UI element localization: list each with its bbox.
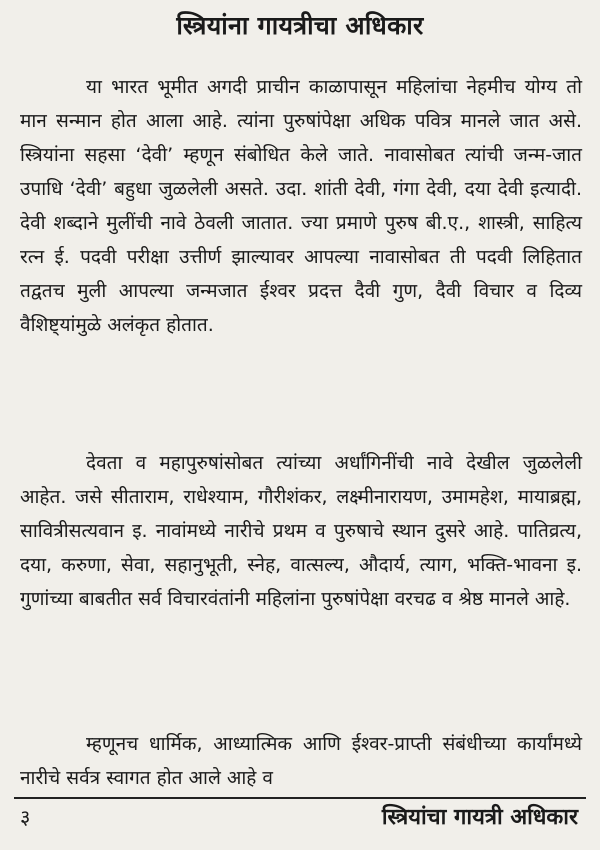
- paragraph-3: म्हणूनच धार्मिक, आध्यात्मिक आणि ईश्वर-प्राप्ती संबंधीच्या कार्यांमध्ये नारीचे सर्वत्र स्वागत होत आले आहे व: [20, 733, 582, 789]
- paragraph-1: या भारत भूमीत अगदी प्राचीन काळापासून महिलांचा नेहमीच योग्य तो मान सन्मान होत आला आहे. त्यांना पुरुषांपेक्षा अधिक पवित्र मानले जात असे. स्त्रियांना सहसा ‘देवी’ म्हणून संबोधित केले जाते. नावासोबत त्यांची जन्म-जात उपाधि ‘देवी’ बहुधा जुळलेली असते. उदा. शांती देवी, गंगा देवी, दया देवी इत्यादी. देवी शब्दाने मुलींची नावे ठेवली जातात. ज्या प्रमाणे पुरुष बी.ए., शास्त्री, साहित्य रत्न ई. पदवी परीक्षा उत्तीर्ण झाल्यावर आपल्या नावासोबत ती पदवी लिहितात तद्वतच मुली आपल्या जन्मजात ईश्वर प्रदत्त दैवी गुण, दैवी विचार व दिव्य वैशिष्ट्यांमुळे अलंकृत होतात.: [20, 76, 582, 336]
- footer-divider: [14, 797, 586, 799]
- page-title: स्त्रियांना गायत्रीचा अधिकार: [176, 11, 424, 40]
- paragraph-2: देवता व महापुरुषांसोबत त्यांच्या अर्धांगिनींची नावे देखील जुळलेली आहेत. जसे सीताराम, राधेश्याम, गौरीशंकर, लक्ष्मीनारायण, उमामहेश, मायाब्रह्म, सावित्रीसत्यवान इ. नावांमध्ये नारीचे प्रथम व पुरुषाचे स्थान दुसरे आहे. पातिव्रत्य, दया, करुणा, सेवा, सहानुभूती, स्नेह, वात्सल्य, औदार्य, त्याग, भक्ति-भावना इ. गुणांच्या बाबतीत सर्व विचारवंतांनी महिलांना पुरुषांपेक्षा वरचढ व श्रेष्ठ मानले आहे.: [20, 452, 582, 610]
- running-title: स्त्रियांचा गायत्री अधिकार: [381, 805, 578, 830]
- page-number: ३: [20, 805, 31, 829]
